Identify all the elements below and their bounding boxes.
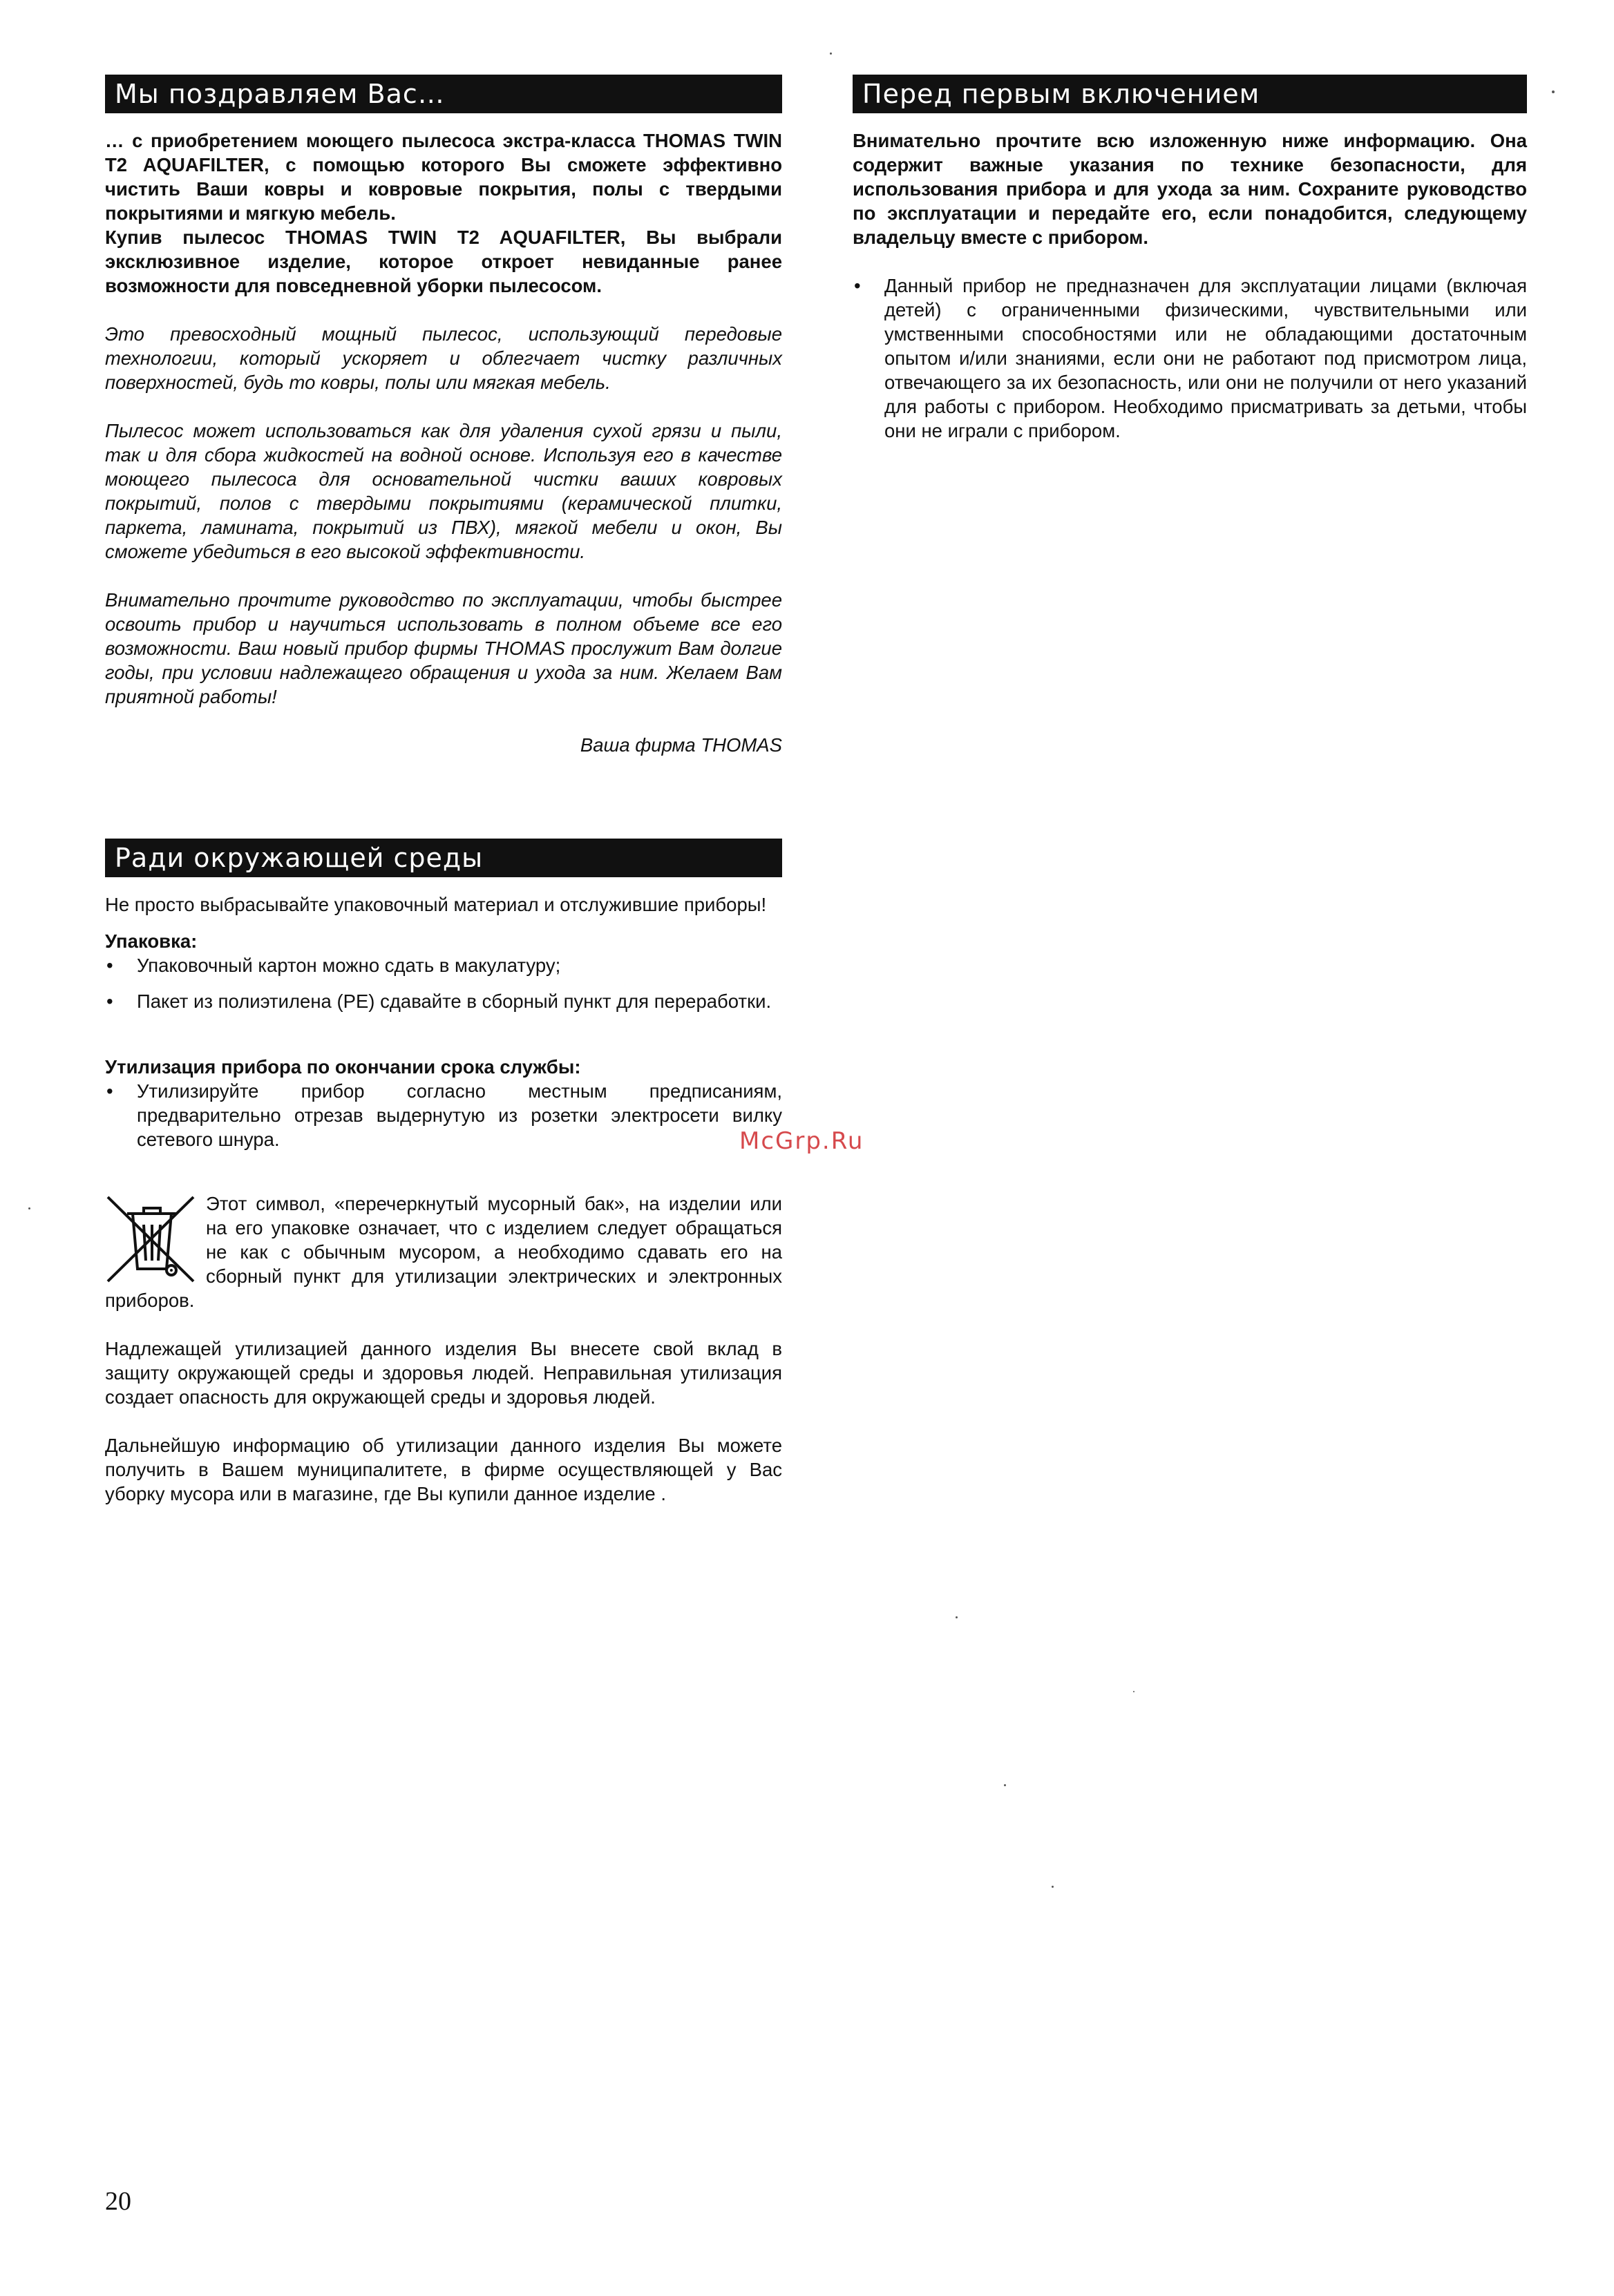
environment-heading: Ради окружающей среды (105, 839, 782, 877)
signature: Ваша фирма THOMAS (580, 734, 782, 756)
weee-description: Этот символ, «перечеркнутый мусорный бак», на изделии или на его упаковке означает, что с изделием следует обращаться не как с обычным мусором, а необходимо сдавать его на сборный пункт для утилизации электрических и электронных приборов. (105, 1193, 782, 1311)
congrats-italic-1: Это превосходный мощный пылесос, использующий передовые технологии, который ускоряет и облегчает чистку различных поверхностей, будь то ковры, полы или мягкая мебель. (105, 323, 782, 393)
weee-block (105, 1192, 782, 1312)
congrats-intro-1: … с приобретением моющего пылесоса экстра-класса THOMAS TWIN T2 AQUAFILTER, с помощью которого Вы сможете эффективно чистить Ваши ковры и ковровые покрытия, полы с твердыми покрытиями и мягкую мебель. (105, 130, 782, 224)
before-first-use-heading: Перед первым включением (853, 75, 1527, 113)
bullet: • (854, 275, 861, 296)
left-column (105, 75, 782, 1506)
bullet: • (106, 955, 113, 976)
contribution-text: Надлежащей утилизацией данного изделия Вы внесете свой вклад в защиту окружающей среды и здоровья людей. Неправильная утилизация создает опасность для окружающей среды и здоровья людей. (105, 1338, 782, 1408)
disposal-heading: Утилизация прибора по окончании срока службы: (105, 1056, 581, 1078)
packaging-heading: Упаковка: (105, 930, 198, 952)
list-item: • Пакет из полиэтилена (PE) сдавайте в сборный пункт для переработки. (106, 991, 772, 1012)
congrats-heading: Мы поздравляем Вас… (105, 75, 782, 113)
bullet: • (106, 1080, 113, 1102)
list-item: • Упаковочный картон можно сдать в макулатуру; (106, 955, 561, 976)
congrats-intro-2: Купив пылесос THOMAS TWIN T2 AQUAFILTER, Вы выбрали эксклюзивное изделие, которое откроет невиданные ранее возможности для повседневной уборки пылесосом. (105, 227, 782, 296)
disposal-list (105, 1079, 782, 1151)
watermark: McGrp.Ru (739, 1127, 864, 1155)
safety-list (853, 274, 1527, 443)
list-item: • Утилизируйте прибор согласно местным предписаниям, предварительно отрезав выдернутую из розетки электросети вилку сетевого шнура. (106, 1080, 782, 1150)
crossed-out-bin-icon (105, 1193, 198, 1285)
environment-intro: Не просто выбрасывайте упаковочный материал и отслужившие приборы! (105, 894, 767, 915)
further-info-text: Дальнейшую информацию об утилизации данного изделия Вы можете получить в Вашем муниципалитете, в фирме осуществляющей у Вас уборку мусора или в магазине, где Вы купили данное изделие . (105, 1435, 782, 1504)
before-first-use-intro: Внимательно прочтите всю изложенную ниже информацию. Она содержит важные указания по технике безопасности, для использования прибора и для ухода за ним. Сохраните руководство по эксплуатации и передайте его, если понадобится, следующему владельцу вместе с прибором. (853, 130, 1527, 248)
congrats-italic-2: Пылесос может использоваться как для удаления сухой грязи и пыли, так и для сбора жидкостей на водной основе. Используя его в качестве моющего пылесоса для основательной чистки ваших ковровых покрытий, полов с твердыми покрытиями (керамической плитки, паркета, ламината, покрытий из ПВХ), мягкой мебели и окон, Вы сможете убедиться в его высокой эффективности. (105, 420, 782, 562)
page-number: 20 (105, 2187, 131, 2216)
right-column (853, 75, 1527, 443)
congrats-italic-3: Внимательно прочтите руководство по эксплуатации, чтобы быстрее освоить прибор и научиться использовать в полном объеме все его возможности. Ваш новый прибор фирмы THOMAS прослужит Вам долгие годы, при условии надлежащего обращения и ухода за ним. Желаем Вам приятной работы! (105, 589, 782, 707)
packaging-list (105, 953, 782, 1013)
list-item: • Данный прибор не предназначен для эксплуатации лицами (включая детей) с ограниченными физическими, чувствительными или умственными способностями или не обладающими достаточным опытом и/или знаниями, если они не работают под присмотром лица, отвечающего за их безопасность, или они не получили от него указаний для работы с прибором. Необходимо присматривать за детьми, чтобы они не играли с прибором. (854, 275, 1527, 441)
bullet: • (106, 991, 113, 1012)
